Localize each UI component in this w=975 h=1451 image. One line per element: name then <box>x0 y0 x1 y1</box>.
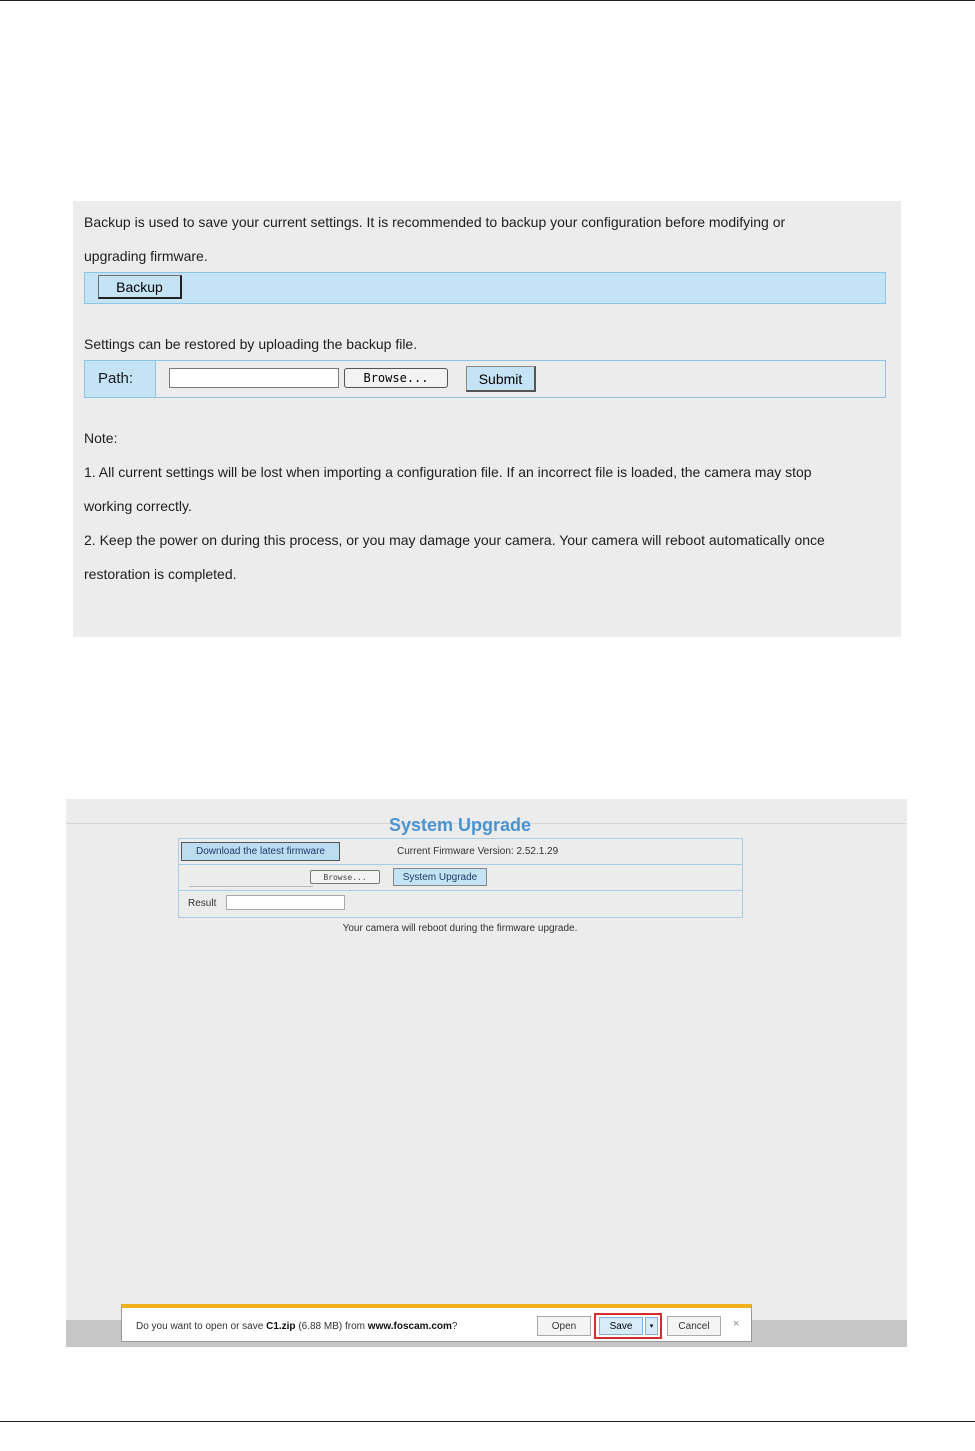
path-label: Path: <box>85 361 156 397</box>
download-message <box>136 1321 457 1332</box>
system-upgrade-button[interactable]: System Upgrade <box>393 868 487 886</box>
reboot-note: Your camera will reboot during the firmware upgrade. <box>342 923 578 934</box>
path-input[interactable] <box>169 368 339 388</box>
restore-text: Settings can be restored by uploading the backup file. <box>84 336 418 352</box>
table-row <box>179 891 742 916</box>
note-2-line-2: restoration is completed. <box>84 566 237 582</box>
firmware-file-input[interactable] <box>189 871 313 887</box>
download-file-name: C1.zip <box>266 1321 296 1332</box>
page-title: System Upgrade <box>388 815 532 835</box>
submit-button[interactable]: Submit <box>466 366 536 392</box>
firmware-browse-button[interactable]: Browse... <box>310 870 380 884</box>
download-site: www.foscam.com <box>367 1321 452 1332</box>
download-message-from: from <box>345 1321 366 1332</box>
note-1-line-1: 1. All current settings will be lost when importing a configuration file. If an incorrect file is loaded, the camera may stop <box>84 464 812 480</box>
save-options-dropdown-icon[interactable]: ▾ <box>645 1317 658 1335</box>
note-2-line-1: 2. Keep the power on during this process, or you may damage your camera. Your camera will reboot automatically once <box>84 532 825 548</box>
download-file-size: (6.88 MB) <box>298 1321 343 1332</box>
top-rule <box>0 0 975 1</box>
firmware-version-text: Current Firmware Version: 2.52.1.29 <box>397 846 559 857</box>
backup-intro-line-1: Backup is used to save your current settings. It is recommended to backup your configuration before modifying or <box>84 214 786 230</box>
backup-button[interactable]: Backup <box>98 275 182 299</box>
backup-row <box>84 272 886 304</box>
restore-path-row <box>84 360 886 398</box>
open-button[interactable]: Open <box>537 1316 591 1336</box>
download-firmware-button[interactable]: Download the latest firmware <box>181 842 340 861</box>
backup-intro-line-2: upgrading firmware. <box>84 248 208 264</box>
save-button[interactable]: Save <box>599 1317 643 1335</box>
result-label: Result <box>188 898 217 909</box>
download-notification-bar <box>121 1304 752 1342</box>
note-title: Note: <box>84 430 118 446</box>
result-field <box>226 895 345 910</box>
download-message-suffix: ? <box>451 1321 458 1332</box>
bottom-rule <box>0 1421 975 1422</box>
note-1-line-2: working correctly. <box>84 498 192 514</box>
cancel-button[interactable]: Cancel <box>667 1316 721 1336</box>
upgrade-table <box>178 838 743 918</box>
backup-restore-panel <box>73 201 901 637</box>
table-row <box>179 839 742 865</box>
table-row <box>179 865 742 891</box>
download-message-prefix: Do you want to open or save <box>136 1321 264 1332</box>
close-icon[interactable]: × <box>733 1318 740 1330</box>
save-highlight <box>594 1313 662 1339</box>
browse-button[interactable]: Browse... <box>344 368 448 388</box>
system-upgrade-panel <box>66 799 907 1347</box>
